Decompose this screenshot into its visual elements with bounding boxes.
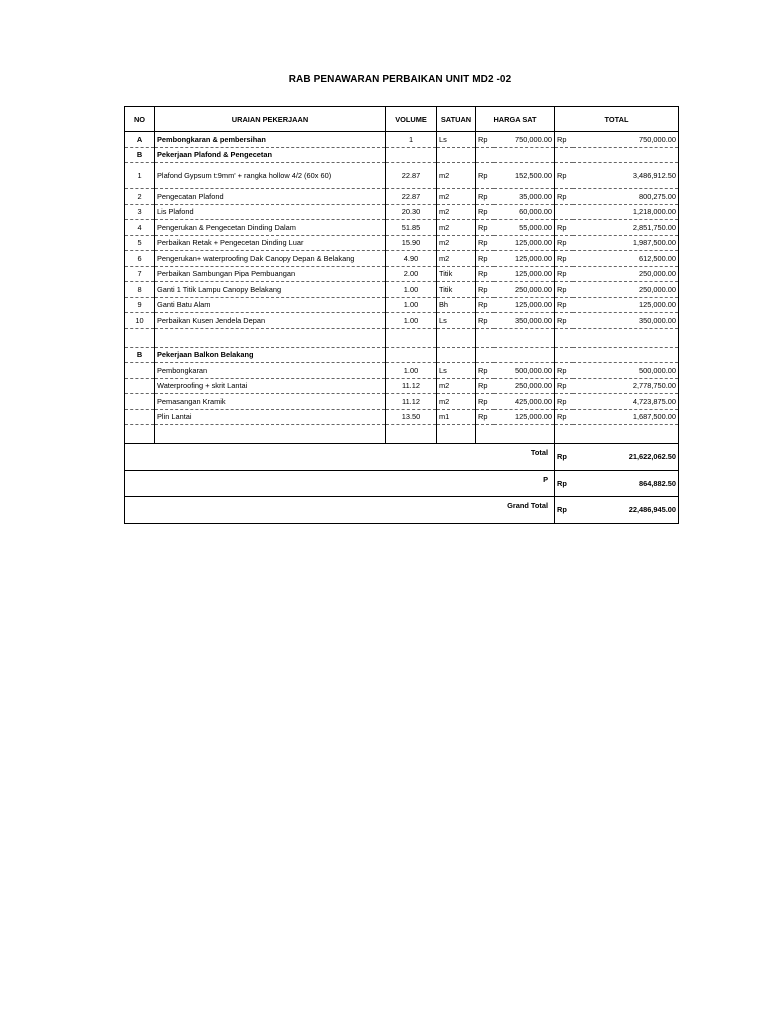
- cell-harga: 125,000.00: [494, 251, 555, 267]
- cell-volume: [386, 347, 437, 363]
- grand-total-label: Grand Total: [125, 497, 555, 524]
- cell-no: 1: [125, 163, 155, 189]
- cell-no: [125, 363, 155, 379]
- rab-table: [124, 106, 679, 524]
- cell-total: 125,000.00: [573, 297, 679, 313]
- p-label: P: [125, 470, 555, 497]
- cell-volume: 20.30: [386, 204, 437, 220]
- cell-harga: [494, 347, 555, 363]
- cell-harga-currency: Rp: [476, 251, 494, 267]
- p-value: 864,882.50: [573, 470, 679, 497]
- cell-harga-currency: Rp: [476, 204, 494, 220]
- cell-volume: 13.50: [386, 409, 437, 425]
- cell-volume: 11.12: [386, 378, 437, 394]
- cell-no: [125, 409, 155, 425]
- cell-volume: 15.90: [386, 235, 437, 251]
- cell-no: B: [125, 147, 155, 163]
- cell-harga: 250,000.00: [494, 282, 555, 298]
- cell-harga-currency: [476, 147, 494, 163]
- table-row: [125, 147, 679, 163]
- cell-uraian: Pengerukan+ waterproofing Dak Canopy Depan & Belakang: [155, 251, 386, 267]
- cell-satuan: m2: [437, 394, 476, 410]
- table-row-empty: [125, 328, 679, 347]
- cell-no: 6: [125, 251, 155, 267]
- table-row: [125, 347, 679, 363]
- cell-harga: 152,500.00: [494, 163, 555, 189]
- cell-harga: 350,000.00: [494, 313, 555, 329]
- cell-no: B: [125, 347, 155, 363]
- cell-harga: 60,000.00: [494, 204, 555, 220]
- cell-total-currency: Rp: [555, 363, 573, 379]
- cell-total: [573, 147, 679, 163]
- cell-satuan: Bh: [437, 297, 476, 313]
- cell-uraian: Perbaikan Kusen Jendela Depan: [155, 313, 386, 329]
- cell-harga-currency: Rp: [476, 266, 494, 282]
- cell-total-currency: Rp: [555, 266, 573, 282]
- cell-total: 500,000.00: [573, 363, 679, 379]
- total-label: Total: [125, 444, 555, 471]
- cell-harga: 35,000.00: [494, 189, 555, 205]
- cell-total: 750,000.00: [573, 132, 679, 148]
- cell-harga-currency: Rp: [476, 282, 494, 298]
- cell-total: 1,218,000.00: [573, 204, 679, 220]
- cell-total: 612,500.00: [573, 251, 679, 267]
- cell-total-currency: Rp: [555, 235, 573, 251]
- table-row: [125, 363, 679, 379]
- cell-total-currency: [555, 147, 573, 163]
- cell-uraian: Ganti 1 Titik Lampu Canopy Belakang: [155, 282, 386, 298]
- cell-uraian: Pekerjaan Balkon Belakang: [155, 347, 386, 363]
- cell-uraian: Lis Plafond: [155, 204, 386, 220]
- cell-satuan: m2: [437, 220, 476, 236]
- cell-total-currency: Rp: [555, 251, 573, 267]
- total-value: 21,622,062.50: [573, 444, 679, 471]
- table-row: [125, 282, 679, 298]
- cell-volume: 1.00: [386, 297, 437, 313]
- table-row: [125, 189, 679, 205]
- cell-harga: 125,000.00: [494, 266, 555, 282]
- table-row: [125, 378, 679, 394]
- cell-total-currency: Rp: [555, 189, 573, 205]
- cell-harga: [494, 147, 555, 163]
- cell-harga: 425,000.00: [494, 394, 555, 410]
- cell-satuan: m2: [437, 235, 476, 251]
- cell-satuan: m2: [437, 163, 476, 189]
- total-currency: Rp: [555, 444, 573, 471]
- table-row: [125, 394, 679, 410]
- cell-no: A: [125, 132, 155, 148]
- cell-total-currency: Rp: [555, 378, 573, 394]
- cell-uraian: Perbaikan Sambungan Pipa Pembuangan: [155, 266, 386, 282]
- cell-satuan: m2: [437, 251, 476, 267]
- cell-uraian: Ganti Batu Alam: [155, 297, 386, 313]
- cell-harga-currency: Rp: [476, 378, 494, 394]
- cell-total-currency: Rp: [555, 132, 573, 148]
- cell-satuan: m2: [437, 204, 476, 220]
- cell-no: 10: [125, 313, 155, 329]
- table-row: [125, 251, 679, 267]
- cell-total: 350,000.00: [573, 313, 679, 329]
- cell-uraian: Pembongkaran & pembersihan: [155, 132, 386, 148]
- cell-no: [125, 378, 155, 394]
- cell-satuan: m1: [437, 409, 476, 425]
- cell-no: 3: [125, 204, 155, 220]
- cell-total: 2,851,750.00: [573, 220, 679, 236]
- cell-no: [125, 394, 155, 410]
- cell-total: 1,987,500.00: [573, 235, 679, 251]
- grand-total-currency: Rp: [555, 497, 573, 524]
- table-row: [125, 297, 679, 313]
- cell-volume: 1: [386, 132, 437, 148]
- cell-uraian: Perbaikan Retak + Pengecetan Dinding Luar: [155, 235, 386, 251]
- cell-no: 5: [125, 235, 155, 251]
- summary-row-total: [125, 444, 679, 471]
- cell-harga: 250,000.00: [494, 378, 555, 394]
- cell-volume: 22.87: [386, 163, 437, 189]
- cell-volume: 11.12: [386, 394, 437, 410]
- cell-harga-currency: Rp: [476, 313, 494, 329]
- cell-total: 800,275.00: [573, 189, 679, 205]
- cell-uraian: Plin Lantai: [155, 409, 386, 425]
- header-no: NO: [125, 107, 155, 132]
- header-satuan: SATUAN: [437, 107, 476, 132]
- table-row: [125, 132, 679, 148]
- cell-harga: 125,000.00: [494, 235, 555, 251]
- cell-uraian: Pengecatan Plafond: [155, 189, 386, 205]
- cell-satuan: [437, 147, 476, 163]
- cell-total-currency: Rp: [555, 163, 573, 189]
- cell-total-currency: Rp: [555, 220, 573, 236]
- cell-uraian: Pengerukan & Pengecetan Dinding Dalam: [155, 220, 386, 236]
- table-row: [125, 220, 679, 236]
- cell-total-currency: [555, 347, 573, 363]
- summary-row-p: [125, 470, 679, 497]
- cell-no: 9: [125, 297, 155, 313]
- cell-volume: [386, 147, 437, 163]
- cell-satuan: m2: [437, 189, 476, 205]
- cell-uraian: Pekerjaan Plafond & Pengecetan: [155, 147, 386, 163]
- summary-row-grand-total: [125, 497, 679, 524]
- cell-satuan: [437, 347, 476, 363]
- cell-total: [573, 347, 679, 363]
- cell-harga-currency: Rp: [476, 132, 494, 148]
- cell-no: 4: [125, 220, 155, 236]
- cell-harga-currency: [476, 347, 494, 363]
- cell-volume: 1.00: [386, 282, 437, 298]
- cell-total-currency: Rp: [555, 313, 573, 329]
- cell-volume: 1.00: [386, 313, 437, 329]
- cell-satuan: Titik: [437, 282, 476, 298]
- grand-total-value: 22,486,945.00: [573, 497, 679, 524]
- cell-total: 4,723,875.00: [573, 394, 679, 410]
- cell-uraian: Pemasangan Kramik: [155, 394, 386, 410]
- cell-total-currency: Rp: [555, 409, 573, 425]
- cell-volume: 1.00: [386, 363, 437, 379]
- cell-satuan: Ls: [437, 132, 476, 148]
- header-harga: HARGA SAT: [476, 107, 555, 132]
- cell-no: 2: [125, 189, 155, 205]
- cell-volume: 4.90: [386, 251, 437, 267]
- cell-no: 7: [125, 266, 155, 282]
- cell-satuan: Titik: [437, 266, 476, 282]
- table-header-row: [125, 107, 679, 132]
- cell-total: 2,778,750.00: [573, 378, 679, 394]
- cell-harga-currency: Rp: [476, 297, 494, 313]
- cell-total: 1,687,500.00: [573, 409, 679, 425]
- cell-uraian: Pembongkaran: [155, 363, 386, 379]
- cell-uraian: Plafond Gypsum t:9mm' + rangka hollow 4/2 (60x 60): [155, 163, 386, 189]
- page-title: RAB PENAWARAN PERBAIKAN UNIT MD2 -02: [288, 74, 512, 85]
- p-currency: Rp: [555, 470, 573, 497]
- cell-harga: 125,000.00: [494, 297, 555, 313]
- cell-total: 250,000.00: [573, 282, 679, 298]
- table-row: [125, 313, 679, 329]
- cell-satuan: m2: [437, 378, 476, 394]
- cell-total-currency: Rp: [555, 297, 573, 313]
- cell-harga-currency: Rp: [476, 220, 494, 236]
- cell-volume: 22.87: [386, 189, 437, 205]
- cell-satuan: Ls: [437, 313, 476, 329]
- cell-harga-currency: Rp: [476, 163, 494, 189]
- cell-harga: 750,000.00: [494, 132, 555, 148]
- table-row: [125, 266, 679, 282]
- table-row: [125, 235, 679, 251]
- header-volume: VOLUME: [386, 107, 437, 132]
- cell-harga-currency: Rp: [476, 235, 494, 251]
- header-uraian: URAIAN PEKERJAAN: [155, 107, 386, 132]
- cell-total-currency: [555, 204, 573, 220]
- cell-total-currency: Rp: [555, 282, 573, 298]
- cell-harga: 125,000.00: [494, 409, 555, 425]
- cell-volume: 51.85: [386, 220, 437, 236]
- cell-no: 8: [125, 282, 155, 298]
- cell-harga: 500,000.00: [494, 363, 555, 379]
- cell-uraian: Waterproofing + skrit Lantai: [155, 378, 386, 394]
- cell-harga-currency: Rp: [476, 363, 494, 379]
- cell-volume: 2.00: [386, 266, 437, 282]
- cell-harga-currency: Rp: [476, 394, 494, 410]
- table-row: [125, 409, 679, 425]
- cell-harga-currency: Rp: [476, 409, 494, 425]
- table-row-empty: [125, 425, 679, 444]
- table-row: [125, 204, 679, 220]
- table-row: [125, 163, 679, 189]
- cell-total-currency: Rp: [555, 394, 573, 410]
- cell-satuan: Ls: [437, 363, 476, 379]
- cell-harga: 55,000.00: [494, 220, 555, 236]
- header-total: TOTAL: [555, 107, 679, 132]
- cell-total: 3,486,912.50: [573, 163, 679, 189]
- cell-harga-currency: Rp: [476, 189, 494, 205]
- cell-total: 250,000.00: [573, 266, 679, 282]
